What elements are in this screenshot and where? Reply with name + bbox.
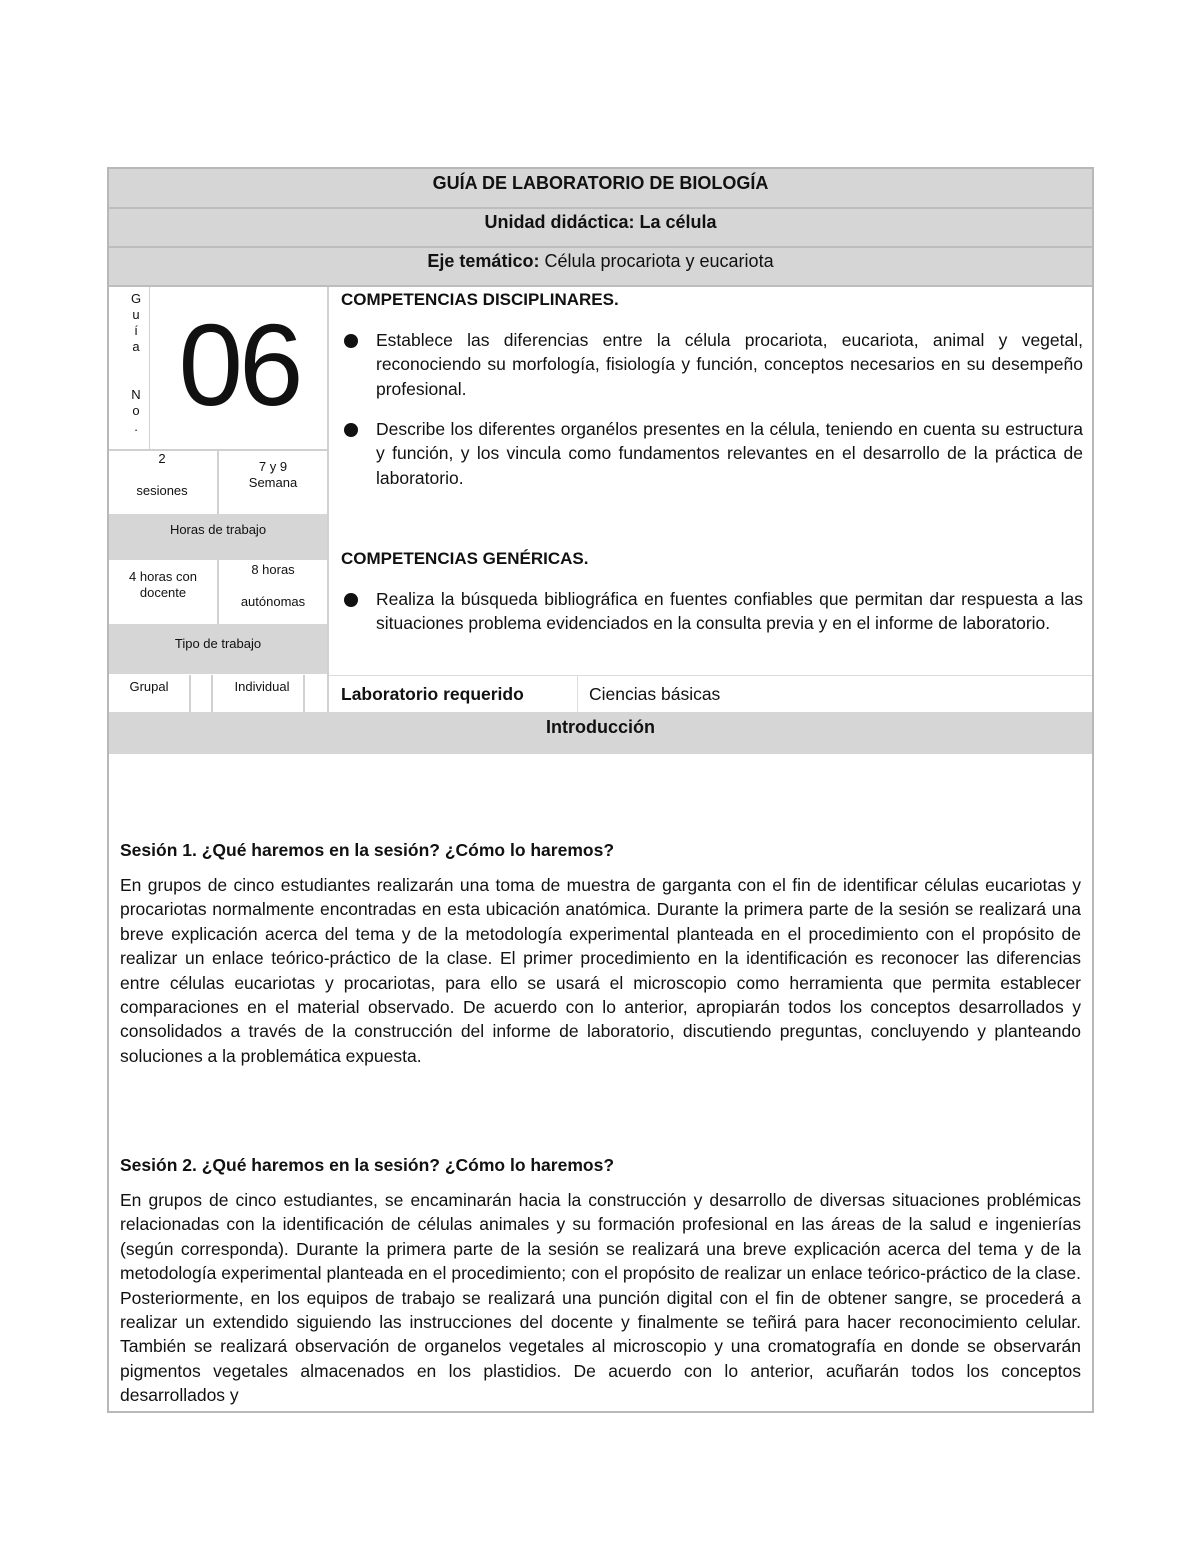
week-label: Semana bbox=[248, 475, 298, 490]
guide-info-panel bbox=[109, 287, 329, 714]
lab-required-label: Laboratorio requerido bbox=[341, 684, 524, 704]
sessions-label: sesiones bbox=[136, 483, 188, 498]
session-body: En grupos de cinco estudiantes realizarán una toma de muestra de garganta con el fin de identificar células eucariotas y procariotas normalmente encontradas en esta ubicación anatómica. Durante la primera parte de la sesión se realizará una breve explicación acerca del tema y de la metodología experimental planteada en el procedimiento con el propósito de realizar un enlace teórico-práctico de la clase. El primer procedimiento en la identificación es reconocer las diferencias entre células eucariotas y procariotas, para ello se usará el microscopio como herramienta que permita establecer comparaciones en el material observado. De acuerdo con lo anterior, apropiarán todos los conceptos desarrollados y consolidados a través de la construcción del informe de laboratorio, discutiendo preguntas, concluyendo y planteando soluciones a la problemática expuesta. bbox=[120, 875, 1081, 1066]
session-title: Sesión 2. ¿Qué haremos en la sesión? ¿Cómo lo haremos? bbox=[120, 1155, 615, 1175]
work-type-label: Tipo de trabajo bbox=[109, 624, 327, 674]
session-block bbox=[120, 1153, 1081, 1408]
list-item: Realiza la búsqueda bibliográfica en fuentes confiables que permitan dar respuesta a las situaciones problema evidenciados en la consulta previa y en el informe de laboratorio. bbox=[341, 587, 1083, 636]
sessions-count: 2 bbox=[158, 451, 166, 466]
thematic-axis bbox=[109, 248, 1092, 287]
autonomous-hours-value: 8 horas bbox=[251, 562, 295, 577]
group-checkbox[interactable] bbox=[189, 675, 213, 713]
divider bbox=[577, 676, 578, 714]
thematic-axis-value: Célula procariota y eucariota bbox=[539, 251, 774, 271]
guide-vertical-label: G u í a N o . bbox=[130, 291, 142, 434]
bullet-icon bbox=[344, 334, 358, 348]
didactic-unit: Unidad didáctica: La célula bbox=[109, 209, 1092, 248]
group-option-label: Grupal bbox=[129, 679, 169, 694]
session-block bbox=[120, 838, 1081, 1068]
work-type-options bbox=[109, 675, 329, 713]
guide-number: 06 bbox=[178, 300, 300, 430]
list-item: Describe los diferentes organélos presentes en la célula, teniendo en cuenta su estructura y función, y los vincula como fundamentos relevantes en el desarrollo de la práctica de laboratorio. bbox=[341, 417, 1083, 490]
week-cell bbox=[219, 459, 327, 491]
sessions-count-cell bbox=[109, 451, 215, 499]
autonomous-hours-cell bbox=[219, 562, 327, 610]
lab-required-value: Ciencias básicas bbox=[589, 684, 721, 704]
individual-option-label: Individual bbox=[234, 679, 290, 694]
bullet-icon bbox=[344, 593, 358, 607]
generic-competencies-title: COMPETENCIAS GENÉRICAS. bbox=[341, 549, 589, 568]
introduction-header: Introducción bbox=[109, 712, 1092, 754]
disciplinary-competencies-title: COMPETENCIAS DISCIPLINARES. bbox=[341, 290, 619, 309]
session-title: Sesión 1. ¿Qué haremos en la sesión? ¿Cómo lo haremos? bbox=[120, 840, 615, 860]
autonomous-hours-label: autónomas bbox=[240, 594, 306, 609]
list-item: Establece las diferencias entre la célula procariota, eucariota, animal y vegetal, reconociendo su morfología, fisiología y función, conceptos necesarios en su desempeño profesional. bbox=[341, 328, 1083, 401]
week-value: 7 y 9 bbox=[258, 459, 288, 474]
document-title: GUÍA DE LABORATORIO DE BIOLOGÍA bbox=[109, 169, 1092, 209]
session-body: En grupos de cinco estudiantes, se encaminarán hacia la construcción y desarrollo de diversas situaciones problémicas relacionadas con la identificación de células animales y su formación profesional en las áreas de la salud e ingenierías (según corresponda). Durante la primera parte de la sesión se realizará una breve explicación acerca del tema y de la metodología experimental planteada en el procedimiento; con el propósito de realizar un enlace teórico-práctico de la clase. Posteriormente, en los equipos de trabajo se realizará una punción digital con el fin de obtener sangre, se procederá a realizar un extendido siguiendo las instrucciones del docente y finalmente se teñirá para hacer reconocimiento celular. También se realizará observación de organelos vegetales al microscopio y una cromatografía en donde se observarán pigmentos vegetales almacenados en los plastidios. De acuerdo con lo anterior, acuñarán todos los conceptos desarrollados y bbox=[120, 1190, 1081, 1406]
individual-checkbox[interactable] bbox=[303, 675, 329, 713]
bullet-icon bbox=[344, 423, 358, 437]
lab-required-row bbox=[329, 675, 1092, 713]
work-hours-label: Horas de trabajo bbox=[109, 514, 327, 560]
lab-guide-document bbox=[107, 167, 1094, 1413]
thematic-axis-label: Eje temático: bbox=[427, 251, 540, 271]
teacher-hours: 4 horas con docente bbox=[129, 569, 197, 600]
